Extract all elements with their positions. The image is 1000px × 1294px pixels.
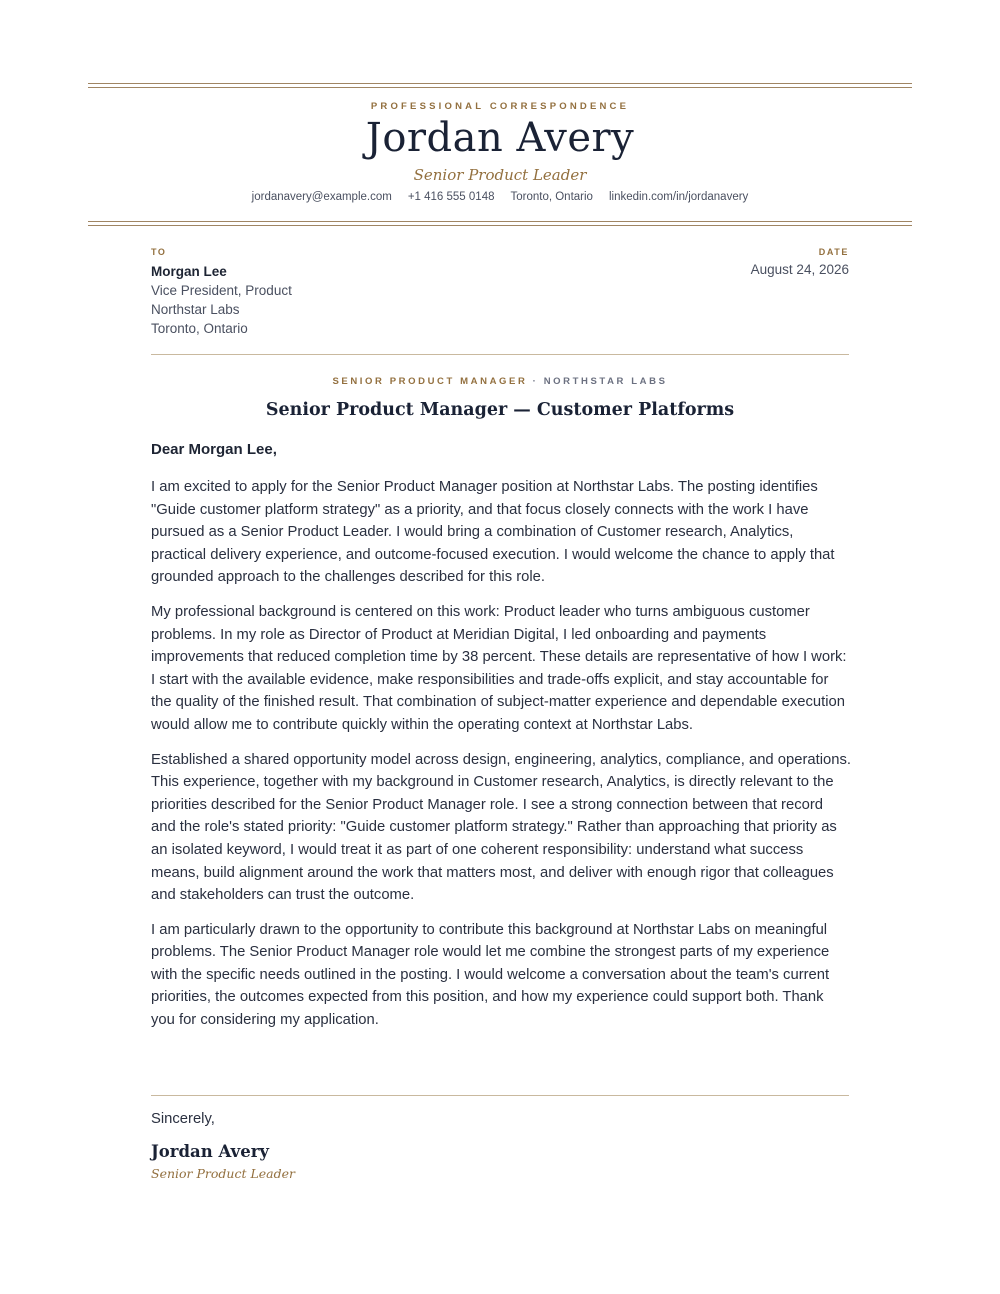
sender-name: Jordan Avery xyxy=(365,115,635,161)
reference-separator: · xyxy=(527,376,544,387)
recipient-company: Northstar Labs xyxy=(151,302,240,317)
recipient-name: Morgan Lee xyxy=(151,264,227,279)
contact-line xyxy=(0,191,1000,203)
contact-phone[interactable]: +1 416 555 0148 xyxy=(407,191,495,203)
letter-date: August 24, 2026 xyxy=(750,262,849,277)
greeting: Dear Morgan Lee, xyxy=(151,441,277,458)
reference-role: SENIOR PRODUCT MANAGER xyxy=(332,376,528,387)
header-bottom-rule xyxy=(88,221,912,226)
body-paragraph: I am excited to apply for the Senior Product Manager position at Northstar Labs. The posting identifies "Guide customer platform strategy" as a priority, and that focus closely connects with the work I have pursued as a Senior Product Leader. I would bring a combination of Customer research, Analytics, practical delivery experience, and outcome-focused execution. I would welcome the chance to apply that grounded approach to the challenges described for this role. xyxy=(151,479,835,586)
closing: Sincerely, xyxy=(151,1111,215,1127)
letter-body xyxy=(151,476,851,1044)
signature-name: Jordan Avery xyxy=(151,1142,269,1161)
contact-linkedin[interactable]: linkedin.com/in/jordanavery xyxy=(608,191,749,203)
sender-headline: Senior Product Leader xyxy=(413,166,587,184)
header-top-rule xyxy=(88,83,912,88)
address-divider xyxy=(151,354,849,355)
reference-line xyxy=(0,376,1000,387)
to-label: TO xyxy=(151,247,167,257)
recipient-title: Vice President, Product xyxy=(151,283,292,298)
body-paragraph: My professional background is centered on this work: Product leader who turns ambiguous customer problems. In my role as Director of Product at Meridian Digital, I led onboarding and payments improvements that reduced completion time by 38 percent. These details are representative of how I work: I start with the available evidence, make responsibilities and trade-offs explicit, and stay accountable for the quality of the finished result. That combination of subject-matter experience and dependable execution would allow me to contribute quickly within the operating context at Northstar Labs. xyxy=(151,603,847,733)
subject-line: Senior Product Manager — Customer Platforms xyxy=(265,400,735,420)
reference-company: NORTHSTAR LABS xyxy=(543,376,668,387)
recipient-location: Toronto, Ontario xyxy=(151,321,248,336)
contact-email[interactable]: jordanavery@example.com xyxy=(251,191,392,203)
body-paragraph: Established a shared opportunity model across design, engineering, analytics, compliance, and operations. This experience, together with my background in Customer research, Analytics, is directly relevant to the priorities described for the Senior Product Manager role. I see a strong connection between that record and the role's stated priority: "Guide customer platform strategy." Rather than approaching that priority as an isolated keyword, I would treat it as part of one coherent responsibility: understand what success means, build alignment around the work that matters most, and deliver with enough rigor that colleagues and stakeholders can trust the outcome. xyxy=(151,751,851,904)
closing-divider xyxy=(151,1095,849,1096)
recipient-block xyxy=(151,262,292,338)
contact-location: Toronto, Ontario xyxy=(510,191,593,203)
date-label: DATE xyxy=(818,247,849,257)
signature-title: Senior Product Leader xyxy=(151,1166,295,1181)
body-paragraph: I am particularly drawn to the opportunity to contribute this background at Northstar Labs on meaningful problems. The Senior Product Manager role would let me combine the strongest parts of my experience with the specific needs outlined in the posting. I would welcome a conversation about the team's current priorities, the outcomes expected from this position, and how my experience could support both. Thank you for considering my application. xyxy=(151,921,830,1029)
header-eyebrow: PROFESSIONAL CORRESPONDENCE xyxy=(370,101,630,112)
